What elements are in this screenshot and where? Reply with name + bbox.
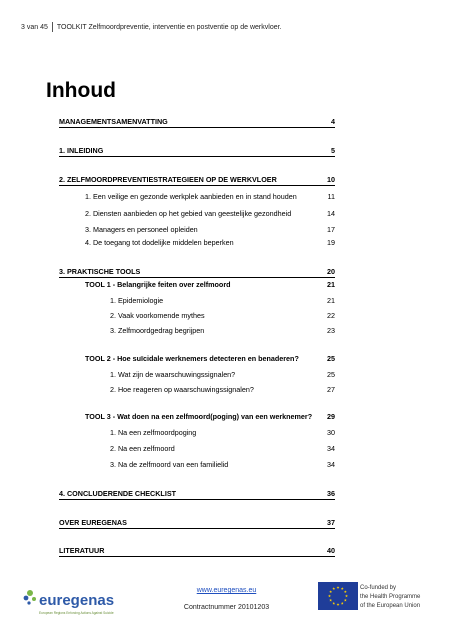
toc-entry-praktische-tools[interactable] xyxy=(59,266,335,278)
toc-entry-zelfmoordgedrag[interactable] xyxy=(59,325,335,336)
toc-entry-mythes[interactable] xyxy=(59,310,335,321)
toc-label: 1. INLEIDING xyxy=(59,146,104,155)
toc-label: 1. Wat zijn de waarschuwingssignalen? xyxy=(110,370,236,379)
toc-entry-tool-1[interactable] xyxy=(59,279,335,290)
toc-label: MANAGEMENTSAMENVATTING xyxy=(59,117,168,126)
toc-label: 3. Managers en personeel opleiden xyxy=(85,225,198,234)
toc-label: 4. CONCLUDERENDE CHECKLIST xyxy=(59,489,177,498)
toc-entry-reageren[interactable] xyxy=(59,384,335,395)
eu-text-line-1: Co-funded by xyxy=(360,585,397,591)
toc-label: 2. Na een zelfmoord xyxy=(110,444,175,453)
toc-entry-veilige-werkplek[interactable] xyxy=(59,191,335,202)
toc-label: LITERATUUR xyxy=(59,546,105,555)
toc-page: 19 xyxy=(327,238,335,247)
toc-entry-literatuur[interactable] xyxy=(59,545,335,557)
eu-cofunding-block xyxy=(318,582,438,620)
toc-label: 1. Na een zelfmoordpoging xyxy=(110,428,197,437)
toc-page: 20 xyxy=(327,267,335,276)
toc-page: 36 xyxy=(327,489,335,498)
toc-entry-managementsamenvatting[interactable] xyxy=(59,116,335,128)
footer-website-link[interactable]: www.euregenas.eu xyxy=(196,587,257,594)
toc-entry-over-euregenas[interactable] xyxy=(59,517,335,529)
toc-label: 1. Een veilige en gezonde werkplek aanbieden en in stand houden xyxy=(85,192,297,201)
toc-page: 34 xyxy=(327,444,335,453)
toc-entry-familielid[interactable] xyxy=(59,459,335,470)
toc-label: TOOL 2 - Hoe suïcidale werknemers detecteren en benaderen? xyxy=(85,354,299,363)
toc-entry-inleiding[interactable] xyxy=(59,145,335,157)
logo-wordmark: euregenas xyxy=(39,592,115,609)
toc-page: 22 xyxy=(327,311,335,320)
toc-entry-waarschuwingssignalen[interactable] xyxy=(59,369,335,380)
toc-page: 30 xyxy=(327,428,335,437)
toc-label: 2. Diensten aanbieden op het gebied van geestelijke gezondheid xyxy=(85,209,292,218)
toc-label: 1. Epidemiologie xyxy=(110,296,164,305)
toc-entry-checklist[interactable] xyxy=(59,488,335,500)
toc-entry-zelfmoordpoging[interactable] xyxy=(59,427,335,438)
toc-label: TOOL 1 - Belangrijke feiten over zelfmoord xyxy=(85,280,231,289)
toc-label: TOOL 3 - Wat doen na een zelfmoord(poging) van een werknemer? xyxy=(85,412,313,421)
toc-entry-tool-3[interactable] xyxy=(59,411,335,422)
toc-page: 21 xyxy=(327,296,335,305)
toc-page: 5 xyxy=(331,146,335,155)
running-header xyxy=(21,22,282,32)
toc-page: 25 xyxy=(327,370,335,379)
toc-label: 2. Vaak voorkomende mythes xyxy=(110,311,205,320)
toc-page: 34 xyxy=(327,460,335,469)
toc-page: 27 xyxy=(327,385,335,394)
page-title: Inhoud xyxy=(46,79,116,102)
eu-text-line-2: the Health Programme xyxy=(360,594,421,600)
toc-page: 10 xyxy=(327,175,335,184)
toc-page: 40 xyxy=(327,546,335,555)
toc-label: 2. Hoe reageren op waarschuwingssignalen? xyxy=(110,385,254,394)
toc-label: 3. Na de zelfmoord van een familielid xyxy=(110,460,229,469)
toc-entry-epidemiologie[interactable] xyxy=(59,295,335,306)
toc-label: 3. PRAKTISCHE TOOLS xyxy=(59,267,141,276)
toc-entry-na-zelfmoord[interactable] xyxy=(59,443,335,454)
toc-label: 3. Zelfmoordgedrag begrijpen xyxy=(110,326,205,335)
logo-tagline: European Regions Enforcing Actions Against Suicide xyxy=(39,611,114,615)
header-separator xyxy=(52,22,53,32)
toc-page: 14 xyxy=(327,209,335,218)
logo-dot-blue xyxy=(24,596,29,601)
toc-page: 21 xyxy=(327,280,335,289)
toc-entry-geestelijke-gezondheid[interactable] xyxy=(59,208,335,219)
toc-page: 17 xyxy=(327,225,335,234)
eu-cofunding-text xyxy=(360,584,420,611)
toc-page: 4 xyxy=(331,117,335,126)
toc-entry-strategieen[interactable] xyxy=(59,174,335,186)
toc-entry-dodelijke-middelen[interactable] xyxy=(59,237,335,248)
toc-page: 11 xyxy=(327,192,335,201)
toc-page: 37 xyxy=(327,518,335,527)
document-running-title: TOOLKIT Zelfmoordpreventie, interventie en postventie op de werkvloer. xyxy=(56,23,282,31)
page-number: 3 van 45 xyxy=(21,23,48,31)
toc-page: 29 xyxy=(327,412,335,421)
eu-text-line-3: of the European Union xyxy=(360,603,421,609)
eu-flag-icon xyxy=(318,582,358,610)
footer-contract-number: Contractnummer 20101203 xyxy=(183,604,270,611)
toc-entry-tool-2[interactable] xyxy=(59,353,335,364)
toc-page: 23 xyxy=(327,326,335,335)
toc-label: OVER EUREGENAS xyxy=(59,518,127,527)
toc-label: 2. ZELFMOORDPREVENTIESTRATEGIEEN OP DE WERKVLOER xyxy=(59,175,277,184)
toc-entry-managers-opleiden[interactable] xyxy=(59,224,335,235)
toc-label: 4. De toegang tot dodelijke middelen beperken xyxy=(85,238,234,247)
logo-dot-green-small xyxy=(32,597,36,601)
toc-page: 25 xyxy=(327,354,335,363)
